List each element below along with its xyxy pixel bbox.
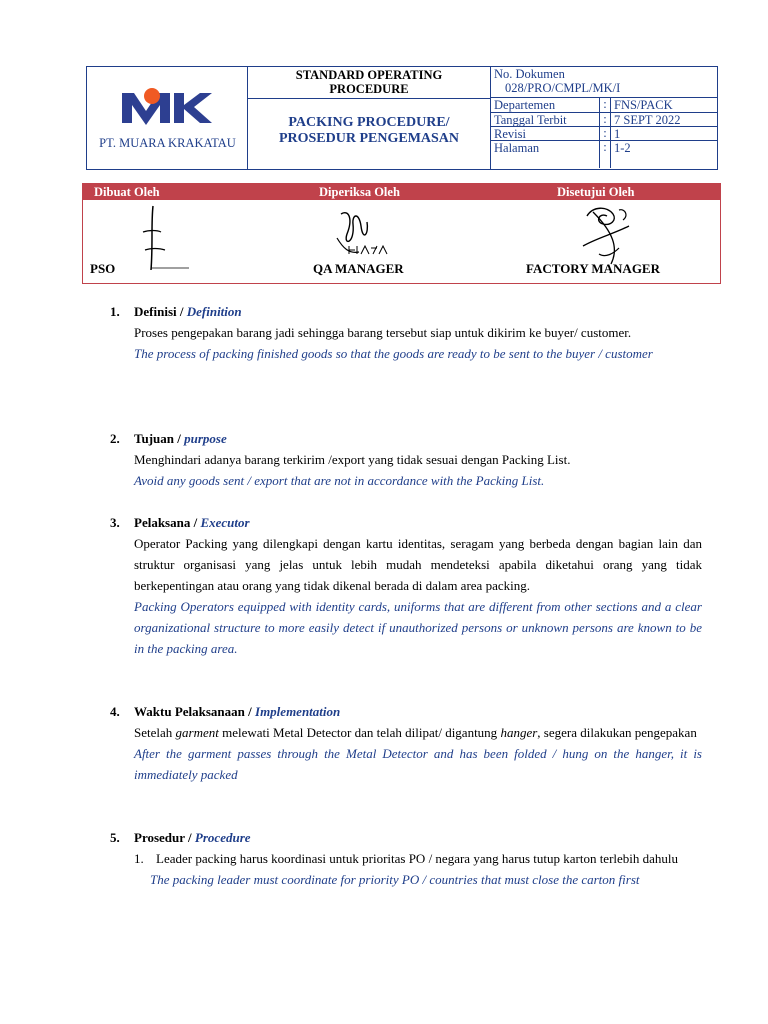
company-logo [120,87,215,129]
section-procedure [110,827,702,890]
sop-label-line1: STANDARD OPERATING [295,68,443,82]
meta-colon: : [599,112,611,127]
executor-text-en: Packing Operators equipped with identity cards, uniforms that are different from other sections and a clear organizational structure to more easily detect if unauthorized persons or unknown persons are known to be in the packing area. [134,599,702,656]
implementation-text-part: , segera dilakukan pengepakan [537,725,697,740]
factory-manager-signature [573,202,653,268]
purpose-text-id: Menghindari adanya barang terkirim /export yang tidak sesuai dengan Packing List. [134,452,571,467]
implementation-text-part: melewati Metal Detector dan telah dilipat/ digantung [222,725,498,740]
procedure-step-text-en: The packing leader must coordinate for priority PO / countries that must close the carton first [150,872,640,887]
section-title-id: Prosedur / [134,830,192,845]
meta-label: Halaman [494,141,540,155]
doc-number-row [491,67,717,98]
meta-colon: : [599,97,611,112]
pso-signature [135,204,195,274]
section-title-en: Implementation [255,704,341,719]
section-purpose [110,428,702,491]
meta-row [491,98,717,113]
section-heading [110,827,702,848]
doc-number-value: 028/PRO/CMPL/MK/I [505,81,621,95]
sop-label-line2: PROCEDURE [329,82,409,96]
section-heading [110,301,702,322]
meta-label: Departemen [494,98,556,112]
section-heading [110,701,702,722]
meta-row [491,141,717,169]
meta-label: Revisi [494,127,526,141]
section-number: 3. [110,515,120,530]
checked-by-label: Diperiksa Oleh [319,185,400,199]
section-definition [110,301,702,364]
implementation-text-en: After the garment passes through the Metal Detector and has been folded / hung on the hanger, it is immediately packed [134,746,702,782]
doc-number-label: No. Dokumen [494,67,565,81]
definition-text-en: The process of packing finished goods so that the goods are ready to be sent to the buyer / customer [134,346,653,361]
factory-manager-role: FACTORY MANAGER [526,261,660,276]
approved-by-label: Disetujui Oleh [557,185,635,199]
section-executor [110,512,702,659]
section-title-en: Procedure [194,830,251,845]
section-number: 4. [110,704,120,719]
section-title-en: Definition [186,304,242,319]
title-cell [248,67,491,169]
procedure-title-line2: PROSEDUR PENGEMASAN [278,131,460,146]
procedure-step-text-id: Leader packing harus koordinasi untuk prioritas PO / negara yang harus tutup karton terlebih dahulu [156,851,679,866]
definition-text-id: Proses pengepakan barang jadi sehingga barang tersebut siap untuk dikirim ke buyer/ customer. [134,325,632,340]
qa-manager-role: QA MANAGER [313,261,404,276]
section-number: 5. [110,830,120,845]
meta-row [491,127,717,141]
section-title-id: Tujuan / [134,431,181,446]
meta-colon: : [599,140,611,168]
meta-label: Tanggal Terbit [494,113,567,127]
meta-value: 1 [614,127,621,141]
meta-value: 1-2 [614,141,631,155]
signature-block [82,183,721,284]
implementation-text-part: Setelah [134,725,173,740]
section-heading [110,428,702,449]
section-number: 1. [110,304,120,319]
procedure-step [134,848,702,869]
qa-signature [319,204,399,264]
meta-value: FNS/PACK [614,98,673,112]
implementation-text-italic: garment [175,725,219,740]
section-implementation [110,701,702,785]
section-heading [110,512,702,533]
executor-text-id: Operator Packing yang dilengkapi dengan kartu identitas, seragam yang berbeda dengan bagian lain dan struktur organisasi yang jelas untuk lebih mudah mendeteksi apabila diketahui orang yang tidak berkepentingan atau orang yang tidak dikenal berada di dalam area packing. [134,536,702,593]
logo-cell [87,67,248,169]
section-number: 2. [110,431,120,446]
signature-header [83,184,720,200]
procedure-title [248,115,490,147]
section-title-en: purpose [184,431,227,446]
implementation-text-id [134,722,702,743]
document-header [86,66,718,170]
company-name: PT. MUARA KRAKATAU [99,136,236,150]
document-meta [491,67,717,169]
section-title-id: Definisi / [134,304,184,319]
implementation-text-italic: hanger [500,725,538,740]
meta-row [491,113,717,127]
meta-colon: : [599,126,611,141]
procedure-title-line1: PACKING PROCEDURE/ [288,115,450,130]
purpose-text-en: Avoid any goods sent / export that are not in accordance with the Packing List. [134,473,545,488]
meta-value: 7 SEPT 2022 [614,113,681,127]
made-by-label: Dibuat Oleh [94,185,160,199]
section-title-en: Executor [200,515,250,530]
pso-role: PSO [90,261,116,276]
procedure-step-number: 1. [134,851,144,866]
section-title-id: Pelaksana / [134,515,198,530]
section-title-id: Waktu Pelaksanaan / [134,704,252,719]
sop-label [248,67,490,99]
